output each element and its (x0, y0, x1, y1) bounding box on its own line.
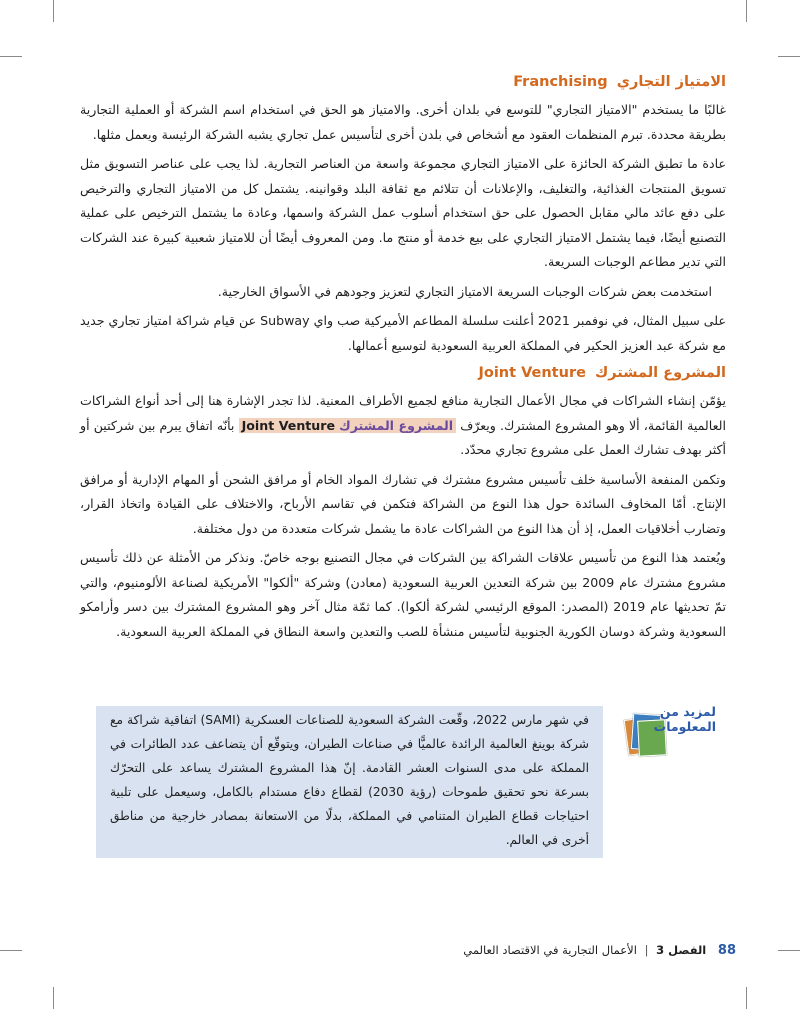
page-footer (380, 940, 736, 960)
definition-term-arabic: المشروع المشترك (339, 417, 454, 433)
info-sidebar (606, 700, 716, 770)
definition-term-english: Joint Venture (241, 417, 336, 433)
crop-mark-right-bottom (778, 950, 800, 951)
crop-mark-right-top (778, 56, 800, 57)
section-heading-joint-venture (80, 363, 726, 383)
paragraph-with-definition (80, 389, 726, 463)
footer-separator: | (644, 943, 649, 957)
definition-term (239, 418, 457, 433)
crop-mark-top-left (53, 0, 54, 22)
heading-english: Joint Venture (478, 365, 586, 381)
heading-arabic: المشروع المشترك (595, 365, 726, 381)
crop-mark-left-bottom (0, 950, 22, 951)
chapter-label: الفصل 3 (656, 943, 707, 957)
heading-english: Franchising (513, 74, 608, 90)
paragraph: غالبًا ما يستخدم "الامتياز التجاري" للتوسع في بلدان أخرى. والامتياز هو الحق في استخدام اسم الشركة أو العملية التجارية بطريقة محددة. تبرم المنظمات العقود مع أشخاص في بلدن أخرى لتأسيس عمل تجاري يشبه الشركة الرئيسة ويعمل مثلها. (80, 102, 726, 142)
section-heading-franchising (80, 72, 726, 92)
paragraph: ويُعتمد هذا النوع من تأسيس علاقات الشراكة بين الشركات في مجال التصنيع بوجه خاصّ. ونذكر من الأمثلة عن ذلك تأسيس مشروع مشترك عام 2009 بين شركة التعدين العربية السعودية (معادن) وشركة "ألكوا" الأمريكية لصناعة الألومنيوم، والتي تمّ تحديثها عام 2019 (المصدر: الموقع الرئيسي لشركة ألكوا). كما ثمّة مثال آخر وهو المشروع المشترك بين دسر وأرامكو السعودية وشركة دوسان الكورية الجنوبية لتأسيس منشأة للصب والتعدين واسعة النطاق في المملكة العربية السعودية. (80, 550, 726, 639)
info-box-title: لمزيد من المعلومات (653, 704, 716, 734)
heading-arabic: الامتياز التجاري (616, 74, 726, 90)
chapter-title: الأعمال التجارية في الاقتصاد العالمي (463, 943, 637, 957)
definition-trail-text: بأنّه اتفاق يبرم بين شركتين أو أكثر بهدف تشارك العمل على مشروع تجاري محدّد. (80, 417, 726, 457)
crop-mark-bottom-right (746, 987, 747, 1009)
crop-mark-top-right (746, 0, 747, 22)
paragraph: عادة ما تطبق الشركة الحائزة على الامتياز التجاري مجموعة واسعة من العناصر التجارية. لذا يجب على عناصر التسويق مثل تسويق المنتجات الغذائية، والتغليف، والإعلانات أن تتلائم مع ثقافة البلد وقوانينه. يشتمل كل من الامتياز التجاري والترخيص على دفع عائد مالي مقابل الحصول على حق استخدام أسلوب عمل الشركة واسمها، وعادة ما يشتمل الترخيص على عملية التصنيع أيضًا، فيما يشتمل الامتياز التجاري على بيع خدمة أو منتج ما. ومن المعروف أيضًا أن للامتياز شعبية كبيرة عند الشركات التي تدير مطاعم الوجبات السريعة. (80, 156, 726, 269)
paragraph: على سبيل المثال، في نوفمبر 2021 أعلنت سلسلة المطاعم الأميركية صب واي Subway عن قيام شراكة امتياز تجاري جديد مع شركة عبد العزيز الحكير في المملكة العربية السعودية لتوسيع أعمالها. (80, 313, 726, 353)
crop-mark-left-top (0, 56, 22, 57)
info-box: في شهر مارس 2022، وقّعت الشركة السعودية للصناعات العسكرية (SAMI) اتفاقية شراكة مع شركة بوينغ العالمية الرائدة عالميًّا في صناعات الطيران، ويتوقّع أن يتضاعف عدد الطائرات في المملكة على مدى السنوات العشر القادمة. إنّ هذا المشروع المشترك يساعد على التحرّك بسرعة نحو تحقيق طموحات (رؤية 2030) لقطاع دفاع مستدام بالكامل، وسيعمل على تلبية احتياجات قطاع الطيران المتنامي في المملكة، بدلًا من الاستعانة بمصادر خارجية من مناطق أخرى في العالم. (96, 706, 603, 858)
paragraph: وتكمن المنفعة الأساسية خلف تأسيس مشروع مشترك في تشارك المواد الخام أو مرافق الشحن أو المهام الإدارية أو مرافق الإنتاج. أمّا المخاوف السائدة حول هذا النوع من الشراكة فتكمن في تقاسم الأرباح، والاختلاف على القيادة واتخاذ القرار، وتضارب أخلاقيات العمل، إذ أن هذا النوع من الشراكات عادة ما يشمل شركات متعددة من دول مختلفة. (80, 471, 726, 536)
page-number: 88 (717, 943, 736, 958)
main-content (80, 72, 726, 649)
definition-lead-text: يؤمّن إنشاء الشراكات في مجال الأعمال التجارية منافع لجميع الأطراف المعنية. لذا تجدر الإشارة هنا إلى أحد أنواع الشراكات العالمية القائمة، ألا وهو المشروع المشترك. ويعرّف (80, 393, 727, 433)
crop-mark-bottom-left (53, 987, 54, 1009)
paragraph: استخدمت بعض شركات الوجبات السريعة الامتياز التجاري لتعزيز وجودهم في الأسواق الخارجية. (217, 283, 712, 299)
